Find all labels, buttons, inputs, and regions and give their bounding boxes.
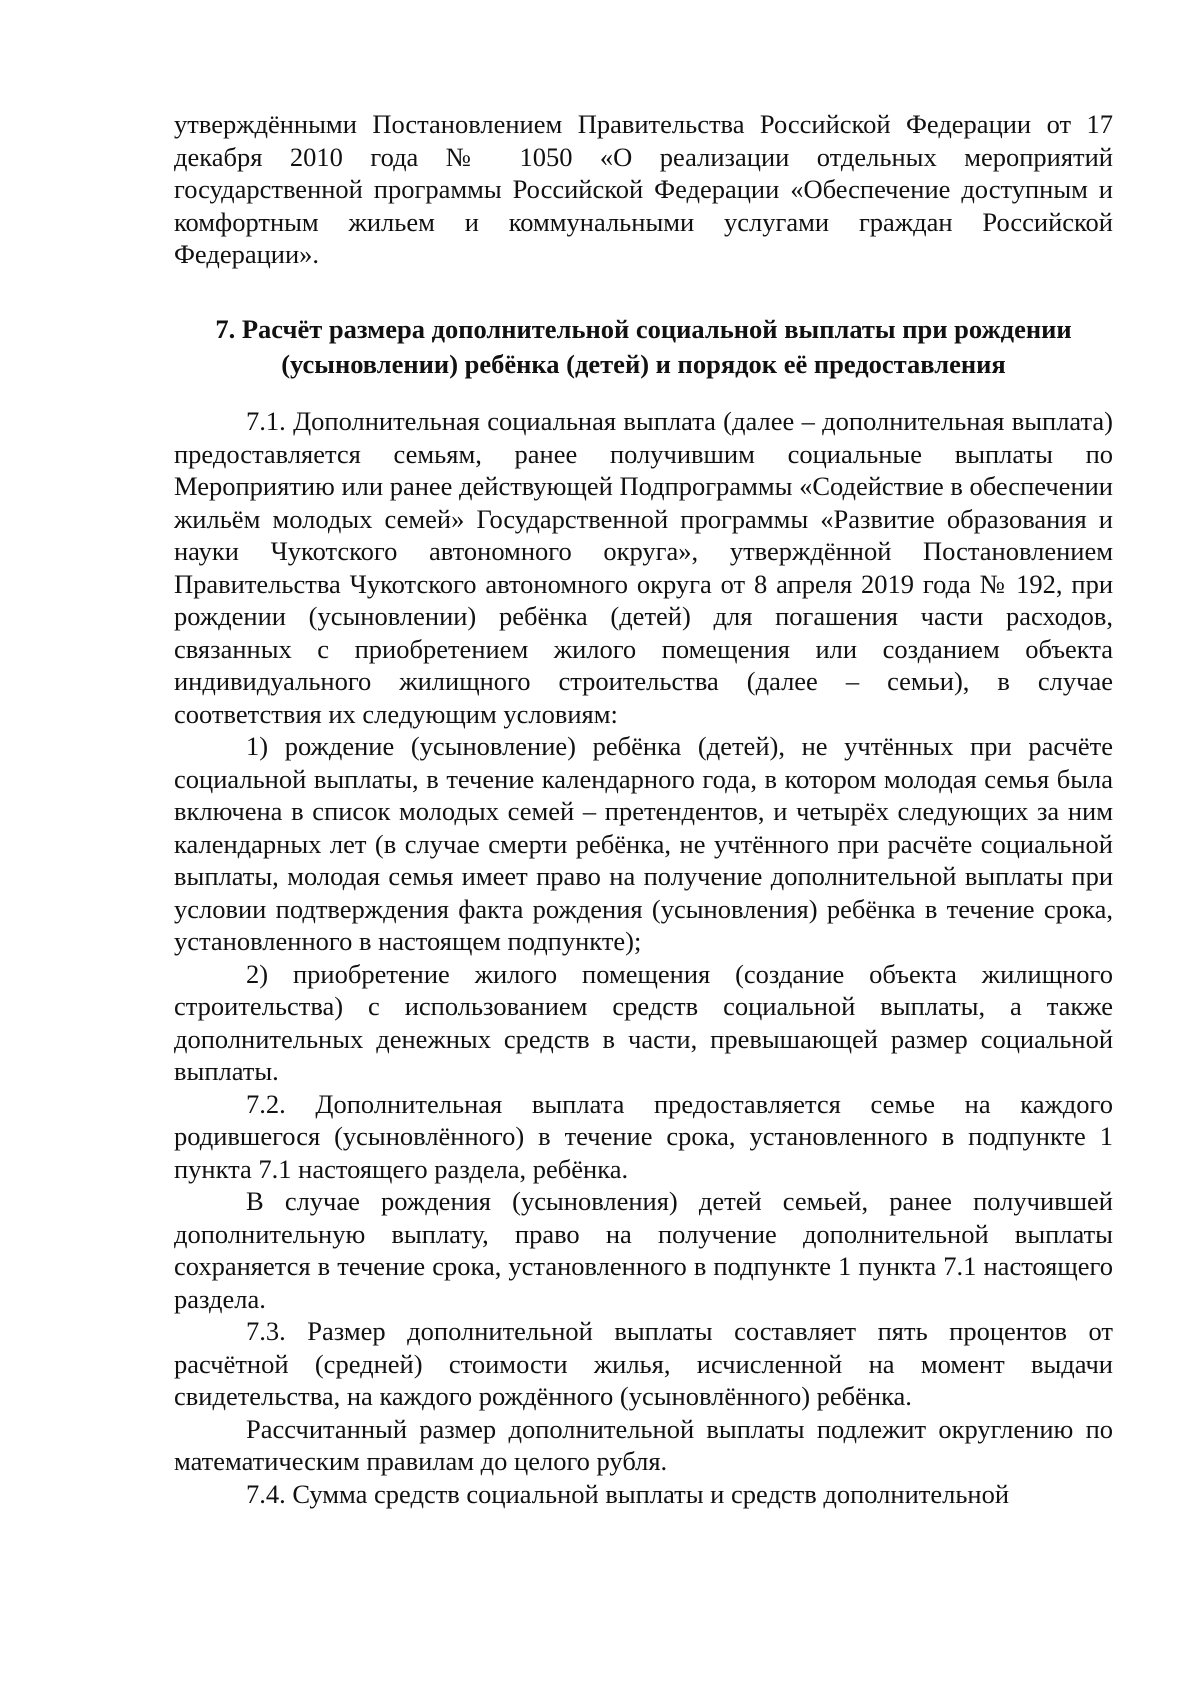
section-heading-line-2: (усыновлении) ребёнка (детей) и порядок её предоставления (281, 349, 1006, 379)
paragraph-7-1-item-1: 1) рождение (усыновление) ребёнка (детей), не учтённых при расчёте социальной выплаты, в течение календарного года, в котором молодая семья была включена в список молодых семей – претендентов, и четырёх следующих за ним календарных лет (в случае смерти ребёнка, не учтённого при расчёте социальной выплаты, молодая семья имеет право на получение дополнительной выплаты при условии подтверждения факта рождения (усыновления) ребёнка в течение срока, установленного в настоящем подпункте); (174, 731, 1113, 956)
intro-block (174, 108, 1113, 271)
section-body (174, 405, 1113, 1510)
paragraph-7-1: 7.1. Дополнительная социальная выплата (далее – дополнительная выплата) предоставляется семьям, ранее получившим социальные выплаты по Мероприятию или ранее действующей Подпрограммы «Содействие в обеспечении жильём молодых семей» Государственной программы «Развитие образования и науки Чукотского автономного округа», утверждённой Постановлением Правительства Чукотского автономного округа от 8 апреля 2019 года № 192, при рождении (усыновлении) ребёнка (детей) для погашения части расходов, связанных с приобретением жилого помещения или созданием объекта индивидуального жилищного строительства (далее – семьи), в случае соответствия их следующим условиям: (174, 406, 1113, 729)
paragraph-7-2-continued: В случае рождения (усыновления) детей семьей, ранее получившей дополнительную выплату, право на получение дополнительной выплаты сохраняется в течение срока, установленного в подпункте 1 пункта 7.1 настоящего раздела. (174, 1186, 1113, 1314)
section-heading-line-1: 7. Расчёт размера дополнительной социальной выплаты при рождении (215, 314, 1072, 344)
paragraph-7-1-item-2: 2) приобретение жилого помещения (создание объекта жилищного строительства) с использованием средств социальной выплаты, а также дополнительных денежных средств в части, превышающей размер социальной выплаты. (174, 958, 1113, 1086)
section-heading (174, 312, 1113, 382)
paragraph-7-2: 7.2. Дополнительная выплата предоставляется семье на каждого родившегося (усыновлённого) в течение срока, установленного в подпункте 1 пункта 7.1 настоящего раздела, ребёнка. (174, 1088, 1113, 1184)
paragraph-7-4: 7.4. Сумма средств социальной выплаты и средств дополнительной (246, 1478, 1010, 1509)
paragraph-7-3-continued: Рассчитанный размер дополнительной выплаты подлежит округлению по математическим правилам до целого рубля. (174, 1413, 1113, 1476)
intro-paragraph: утверждёнными Постановлением Правительства Российской Федерации от 17 декабря 2010 года № 1050 «О реализации отдельных мероприятий государственной программы Российской Федерации «Обеспечение доступным и комфортным жильем и коммунальными услугами граждан Российской Федерации». (174, 109, 1113, 269)
paragraph-7-3: 7.3. Размер дополнительной выплаты составляет пять процентов от расчётной (средней) стоимости жилья, исчисленной на момент выдачи свидетельства, на каждого рождённого (усыновлённого) ребёнка. (174, 1316, 1113, 1411)
